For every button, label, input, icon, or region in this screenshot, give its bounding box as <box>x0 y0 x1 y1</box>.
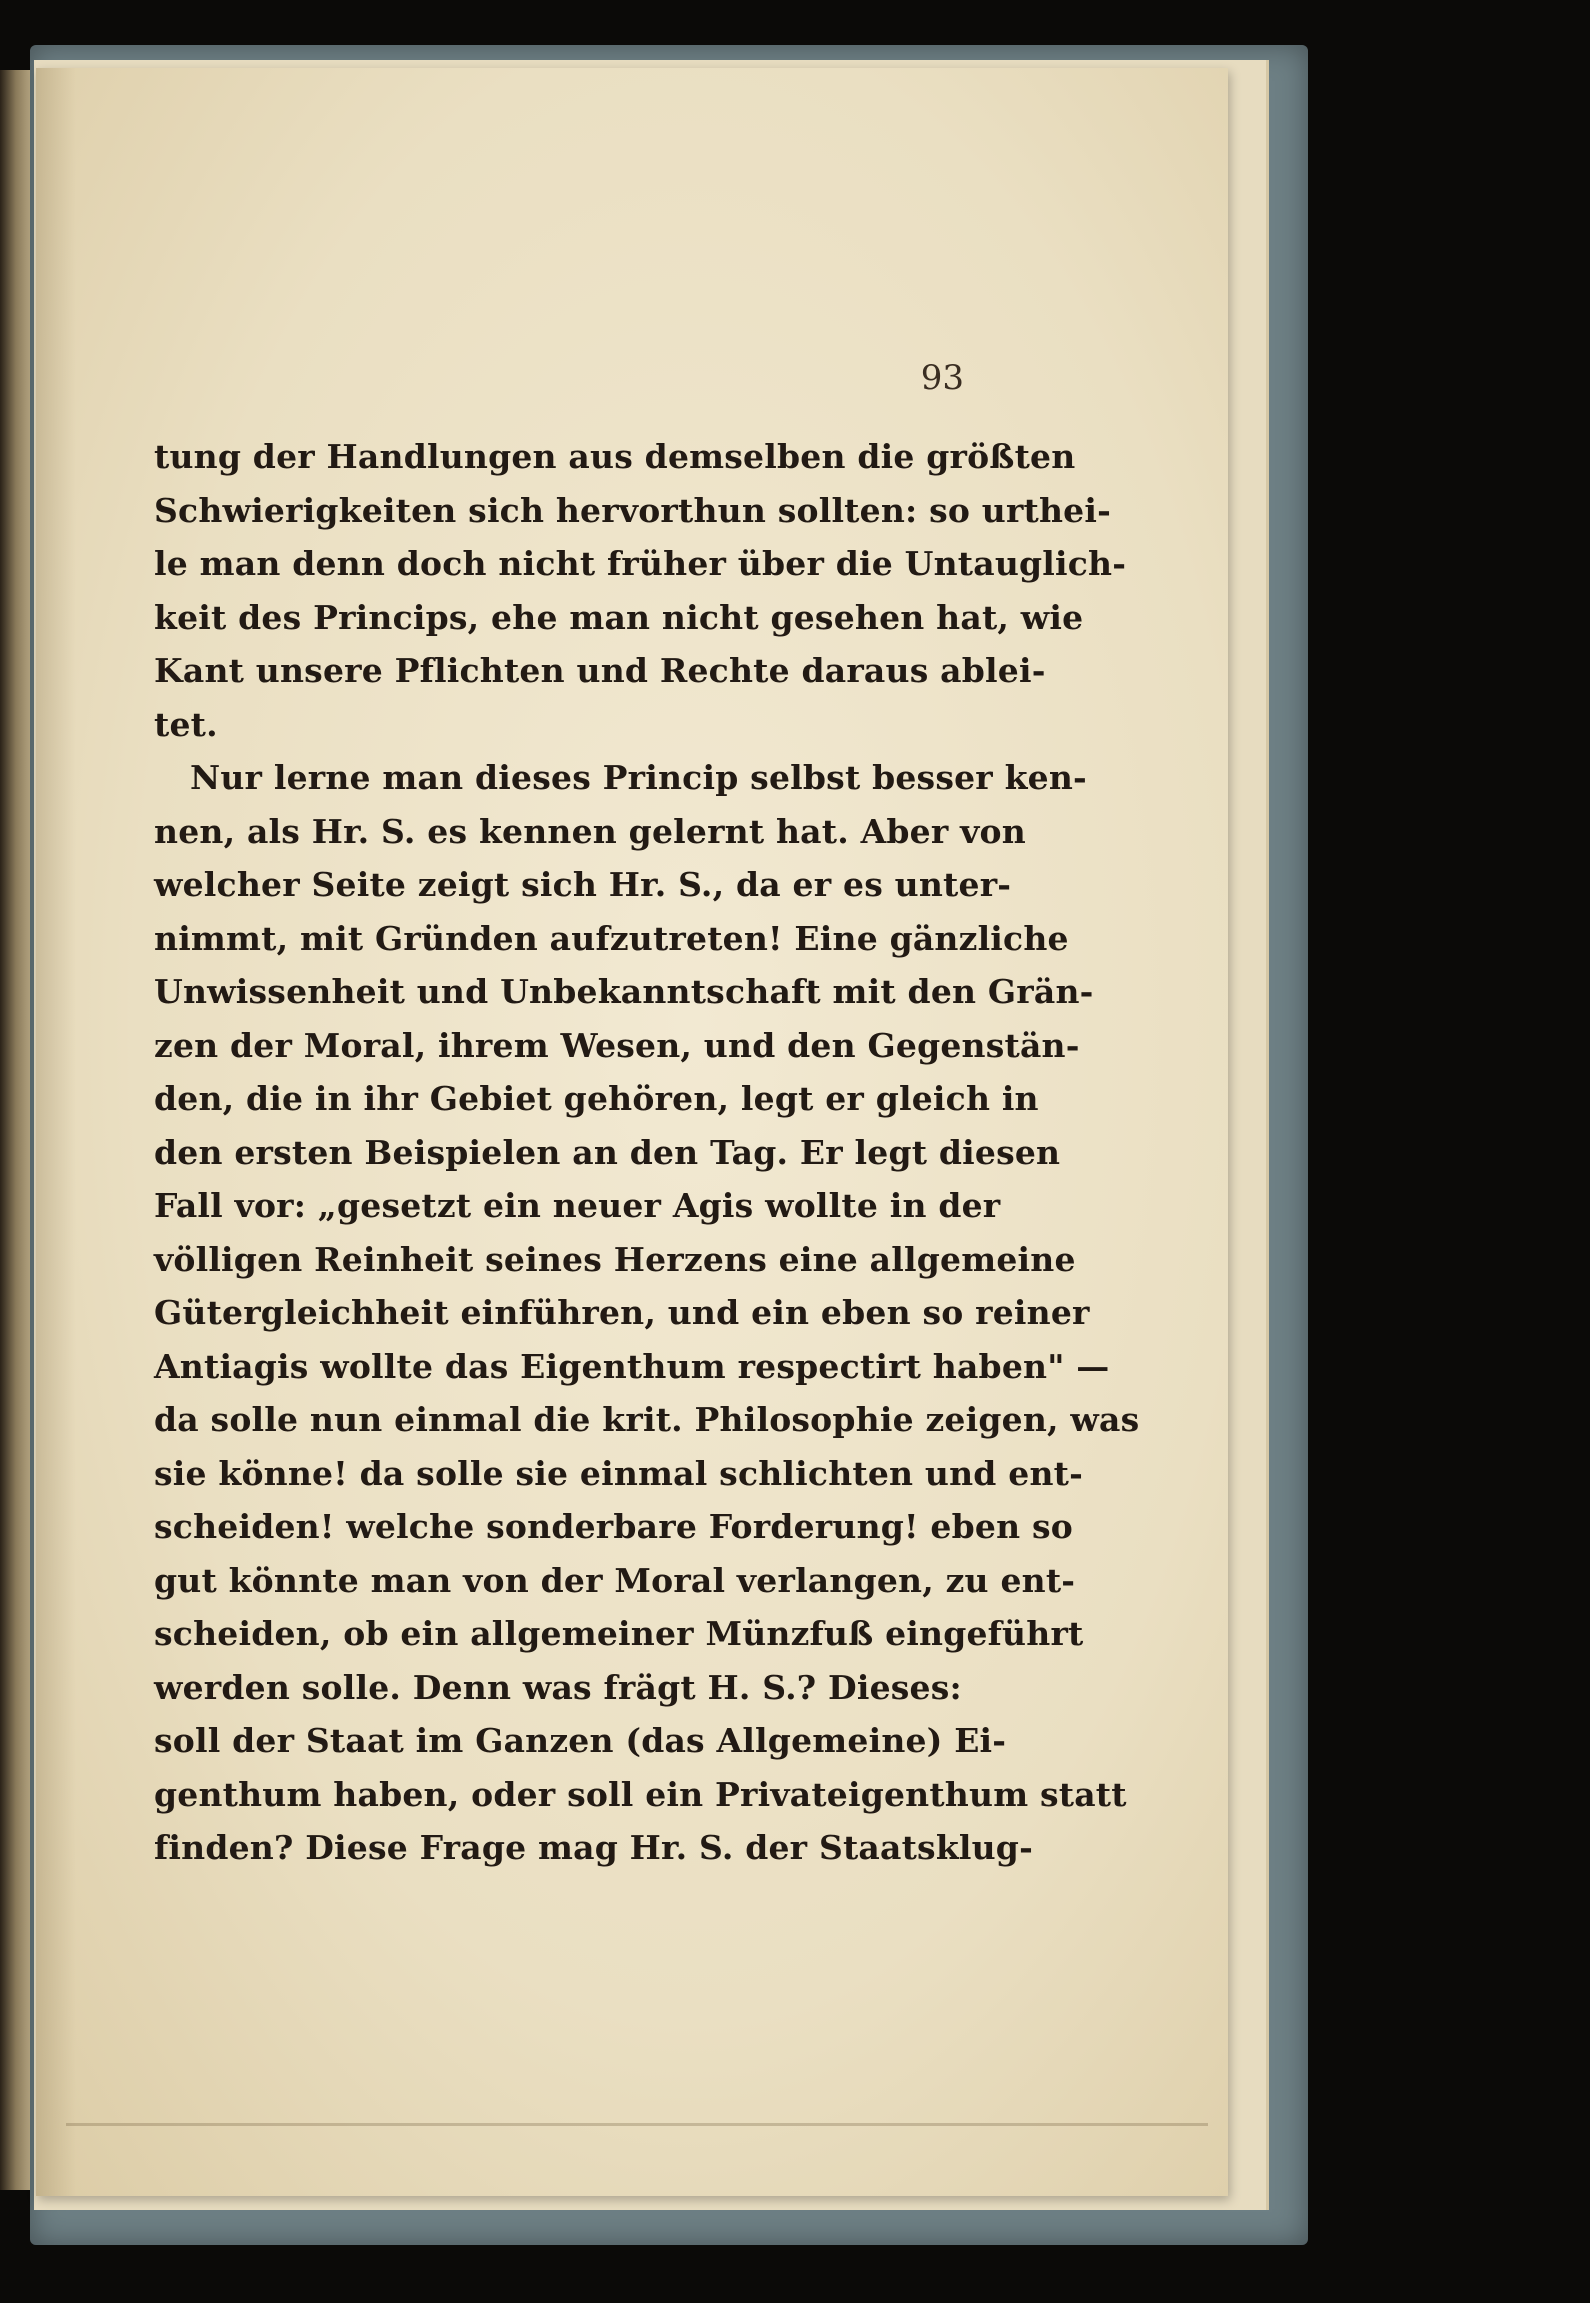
text-line: Antiagis wollte das Eigenthum respectirt haben" — <box>154 1346 1110 1386</box>
text-line: Unwissenheit und Unbekanntschaft mit den Grän- <box>154 972 1094 1011</box>
page-number: 93 <box>920 358 964 398</box>
text-line: werden solle. Denn was frägt H. S.? Dieses: <box>154 1667 962 1707</box>
text-line: Kant unsere Pflichten und Rechte daraus ablei- <box>154 651 1046 690</box>
text-line: völligen Reinheit seines Herzens eine allgemeine <box>154 1239 1076 1279</box>
book-page <box>36 68 1228 2196</box>
text-line: Gütergleichheit einführen, und ein eben so reiner <box>154 1293 1090 1332</box>
text-line: tung der Handlungen aus demselben die größten <box>154 437 1076 476</box>
text-line: tet. <box>154 704 218 744</box>
text-line: den, die in ihr Gebiet gehören, legt er gleich in <box>154 1079 1039 1118</box>
text-line: keit des Princips, ehe man nicht gesehen hat, wie <box>154 597 1084 637</box>
text-line: da solle nun einmal die krit. Philosophie zeigen, was <box>154 1400 1140 1439</box>
text-line: finden? Diese Frage mag Hr. S. der Staatsklug- <box>154 1828 1033 1867</box>
text-line: welcher Seite zeigt sich Hr. S., da er es unter- <box>154 865 1012 904</box>
text-line: genthum haben, oder soll ein Privateigenthum statt <box>154 1774 1127 1814</box>
text-line: soll der Staat im Ganzen (das Allgemeine) Ei- <box>154 1721 1007 1760</box>
text-line: Schwierigkeiten sich hervorthun sollten: so urthei- <box>154 490 1112 530</box>
text-line: den ersten Beispielen an den Tag. Er legt diesen <box>154 1132 1061 1172</box>
text-line: nen, als Hr. S. es kennen gelernt hat. Aber von <box>154 811 1026 851</box>
text-line: gut könnte man von der Moral verlangen, zu ent- <box>154 1560 1076 1600</box>
text-line: scheiden, ob ein allgemeiner Münzfuß eingeführt <box>154 1614 1084 1653</box>
body-text <box>154 430 1140 1875</box>
text-line: Fall vor: „gesetzt ein neuer Agis wollte in der <box>154 1186 1001 1225</box>
text-line: sie könne! da solle sie einmal schlichten und ent- <box>154 1453 1083 1493</box>
text-line: le man denn doch nicht früher über die Untauglich- <box>154 544 1127 583</box>
text-line: scheiden! welche sonderbare Forderung! eben so <box>154 1507 1073 1546</box>
text-line: nimmt, mit Gründen aufzutreten! Eine gänzliche <box>154 918 1069 958</box>
text-line: Nur lerne man dieses Princip selbst besser ken- <box>190 758 1087 797</box>
text-line: zen der Moral, ihrem Wesen, und den Gegenstän- <box>154 1025 1080 1065</box>
